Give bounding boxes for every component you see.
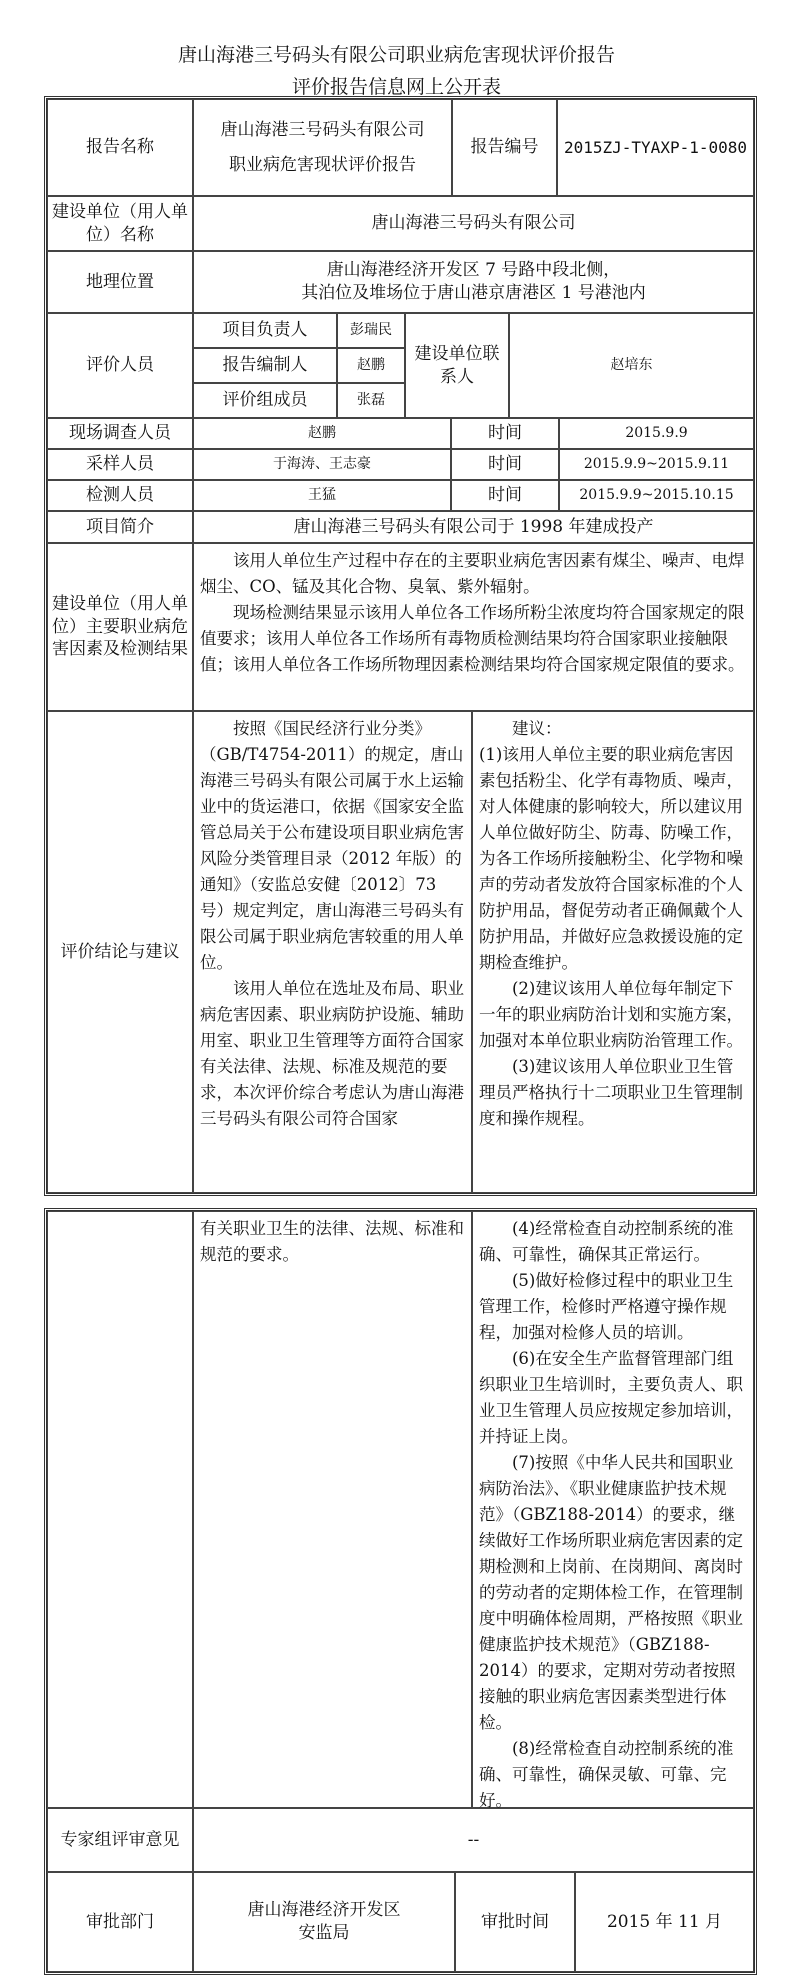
sampling-staff-label: 采样人员 [47, 449, 193, 480]
location-line1: 唐山海港经济开发区 7 号路中段北侧， [326, 260, 621, 281]
contact-name: 赵培东 [509, 313, 754, 418]
disclosure-table [44, 96, 757, 1196]
role-team-member: 评价组成员 [193, 383, 337, 418]
sampling-time-label: 时间 [451, 449, 559, 480]
report-number-label: 报告编号 [452, 99, 557, 196]
suggestion-4: (4)经常检查自动控制系统的准确、可靠性，确保其正常运行。 [479, 1219, 734, 1264]
testing-time-label: 时间 [451, 480, 559, 511]
continuation-right [472, 1211, 754, 1808]
survey-time-label: 时间 [451, 418, 559, 449]
approval-time: 2015 年 11 月 [575, 1872, 754, 1972]
hazards-label: 建设单位（用人单位）主要职业病危害因素及检测结果 [47, 543, 193, 711]
survey-staff-label: 现场调查人员 [47, 418, 193, 449]
location-label: 地理位置 [47, 251, 193, 313]
suggestion-5: (5)做好检修过程中的职业卫生管理工作，检修时严格遵守操作规程，加强对检修人员的培训。 [479, 1271, 734, 1342]
suggestion-6: (6)在安全生产监督管理部门组织职业卫生培训时，主要负责人、职业卫生管理人员应按规定参加培训，并持证上岗。 [479, 1349, 743, 1446]
sampling-time: 2015.9.9~2015.9.11 [559, 449, 754, 480]
name-team-member: 张磊 [337, 383, 405, 418]
continuation-label-cell [47, 1211, 193, 1808]
conclusion-classification: 按照《国民经济行业分类》（GB/T4754-2011）的规定，唐山海港三号码头有限公司属于水上运输业中的货运港口，依据《国家安全监管总局关于公布建设项目职业病危害风险分类管理目录（2012 年版）的通知》（安监总安健〔2012〕73 号）规定判定，唐山海港三号码头有限公司属于职业病危害较重的用人单位。 [200, 719, 464, 972]
report-name-cell [193, 99, 452, 196]
testing-time: 2015.9.9~2015.10.15 [559, 480, 754, 511]
sampling-staff-names: 于海涛、王志豪 [193, 449, 451, 480]
document-subtitle: 评价报告信息网上公开表 [291, 76, 501, 98]
conclusion-label: 评价结论与建议 [47, 711, 193, 1193]
suggestion-7: (7)按照《中华人民共和国职业病防治法》、《职业健康监护技术规范》（GBZ188-2014）的要求，继续做好工作场所职业病危害因素的定期检测和上岗前、在岗期间、离岗时的劳动者的定期体检工作，在管理制度中明确体检周期，严格按照《职业健康监护技术规范》（GBZ188-2014）的要求，定期对劳动者按照接触的职业病危害因素类型进行体检。 [479, 1453, 743, 1732]
expert-label: 专家组评审意见 [47, 1808, 193, 1872]
hazards-results: 现场检测结果显示该用人单位各工作场所粉尘浓度均符合国家规定的限值要求；该用人单位各工作场所有毒物质检测结果均符合国家职业接触限值；该用人单位各工作场所物理因素检测结果均符合国家规定限值的要求。 [200, 603, 745, 674]
approval-dept-label: 审批部门 [47, 1872, 193, 1972]
contact-label: 建设单位联系人 [405, 313, 509, 418]
approval-dept: 唐山海港经济开发区安监局 [193, 1872, 455, 1972]
role-project-lead: 项目负责人 [193, 313, 337, 348]
disclosure-table-continued [44, 1208, 757, 1975]
report-name-label: 报告名称 [47, 99, 193, 196]
approval-time-label: 审批时间 [455, 1872, 575, 1972]
document-title: 唐山海港三号码头有限公司职业病危害现状评价报告 [177, 44, 615, 66]
unit-label: 建设单位（用人单位）名称 [47, 196, 193, 251]
suggestion-8: (8)经常检查自动控制系统的准确、可靠性，确保灵敏、可靠、完好。 [479, 1739, 734, 1810]
report-number: 2015ZJ-TYAXP-1-0080 [557, 99, 754, 196]
conclusion-left [193, 711, 472, 1193]
suggestion-2: (2)建议该用人单位每年制定下一年的职业病防治计划和实施方案，加强对本单位职业病防治管理工作。 [479, 979, 743, 1050]
expert-value: -- [193, 1808, 754, 1872]
hazards-factors: 该用人单位生产过程中存在的主要职业病危害因素有煤尘、噪声、电焊烟尘、CO、锰及其化合物、臭氧、紫外辐射。 [200, 551, 745, 596]
conclusion-compliance: 该用人单位在选址及布局、职业病危害因素、职业病防护设施、辅助用室、职业卫生管理等方面符合国家有关法律、法规、标准及规范的要求，本次评价综合考虑认为唐山海港三号码头有限公司符合国家 [200, 979, 464, 1128]
report-name-line1: 唐山海港三号码头有限公司 [220, 119, 425, 140]
intro-label: 项目简介 [47, 511, 193, 543]
suggestion-3: (3)建议该用人单位职业卫生管理员严格执行十二项职业卫生管理制度和操作规程。 [479, 1057, 743, 1128]
survey-time: 2015.9.9 [559, 418, 754, 449]
unit-value: 唐山海港三号码头有限公司 [193, 196, 754, 251]
conclusion-right [472, 711, 754, 1193]
intro-value: 唐山海港三号码头有限公司于 1998 年建成投产 [193, 511, 754, 543]
location-value [193, 251, 754, 313]
testing-staff-names: 王猛 [193, 480, 451, 511]
location-line2: 其泊位及堆场位于唐山港京唐港区 1 号港池内 [301, 283, 646, 303]
survey-staff-names: 赵鹏 [193, 418, 451, 449]
suggestion-1: (1)该用人单位主要的职业病危害因素包括粉尘、化学有毒物质、噪声，对人体健康的影响较大，所以建议用人单位做好防尘、防毒、防噪工作，为各工作场所接触粉尘、化学物和噪声的劳动者发放符合国家标准的个人防护用品，督促劳动者正确佩戴个人防护用品，并做好应急救援设施的定期检查维护。 [479, 745, 743, 972]
continuation-left [193, 1211, 472, 1808]
name-report-author: 赵鹏 [337, 348, 405, 383]
hazards-content [193, 543, 754, 711]
testing-staff-label: 检测人员 [47, 480, 193, 511]
continuation-left-text: 有关职业卫生的法律、法规、标准和规范的要求。 [200, 1219, 464, 1264]
evaluators-label: 评价人员 [47, 313, 193, 418]
suggestion-heading: 建议： [512, 719, 562, 738]
report-name-line2: 职业病危害现状评价报告 [229, 154, 416, 175]
name-project-lead: 彭瑞民 [337, 313, 405, 348]
role-report-author: 报告编制人 [193, 348, 337, 383]
